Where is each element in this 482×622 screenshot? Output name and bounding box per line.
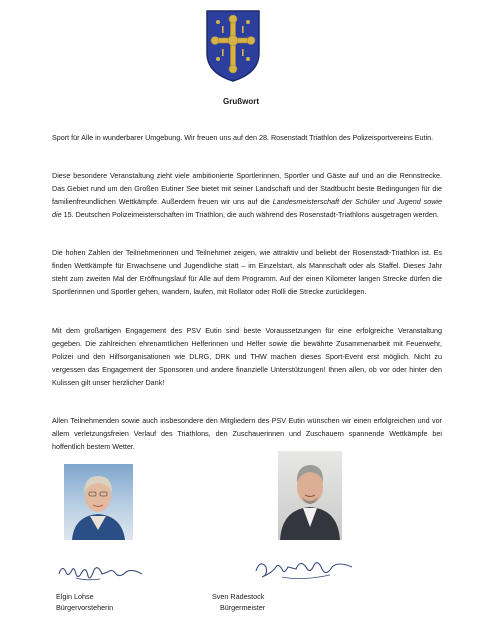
- photo-elgin-lohse: [64, 464, 133, 540]
- signature-elgin-lohse: [56, 560, 146, 584]
- paragraph-participants: Die hohen Zahlen der Teilnehmerinnen und Teilnehmer zeigen, wie attraktiv und beliebt der Rosenstadt-Triathlon ist. Es finden Wettkämpfe für Erwachsene und Jugendliche statt – im Einzelstart, als Mannschaft oder als Staffel. Dieses Jahr steht zum zweiten Mal der Eröffnungslauf für Alle auf dem Programm. Auf der einen Kilometer langen Strecke dürfen die Sportlerinnen und Sportler gehen, wandern, laufen, mit Rollator oder Rolli die Strecke zurücklegen.: [52, 248, 442, 296]
- signatory-name-elgin: Elgin Lohse: [56, 592, 94, 601]
- signatory-name-sven: Sven Radestock: [212, 592, 265, 601]
- paragraph-intro: Sport für Alle in wunderbarer Umgebung. Wir freuen uns auf den 28. Rosenstadt Triathlon des Polizeisportvereins Eutin.: [52, 133, 434, 142]
- paragraph-event-text-a: Diese besondere Veranstaltung zieht viele ambitionierte Sportlerinnen, Sportler und Gäste auf und an die Rennstrecke. Das Gebiet rund um den Großen Eutiner See bietet mit seiner Landschaft und der Stadtbucht beste Bedingungen für die familienfreundlichen Wettkämpfe. Außerdem freuen wir uns auf die: [52, 171, 442, 206]
- signature-sven-radestock: [252, 555, 357, 583]
- paragraph-event-emphasis: Landesmeisterschaft der Schüler und Jugend sowie die: [52, 197, 442, 219]
- paragraph-event-text-b: 15. Deutschen Polizeimeisterschaften im Triathlon, die auch während des Rosenstadt-Triathlons ausgetragen werden.: [61, 210, 439, 219]
- page-title: Grußwort: [223, 97, 259, 106]
- signatory-left: [56, 591, 113, 613]
- signatory-role-sven: Bürgermeister: [220, 603, 266, 612]
- photo-sven-radestock: [278, 451, 342, 540]
- paragraph-event: [52, 169, 442, 221]
- signatory-right: [212, 591, 265, 613]
- paragraph-thanks: Mit dem großartigen Engagement des PSV Eutin sind beste Voraussetzungen für eine erfolgreiche Veranstaltung gegeben. Die zahlreichen ehrenamtlichen Helferinnen und Helfer sowie die bewährte Zusammenarbeit mit Feuerwehr, Polizei und den Hilfsorganisationen wie DLRG, DRK und THW machen dieses Sport-Event erst möglich. Nicht zu vergessen das Engagement der Sponsoren und andere finanzielle Unterstützungen! Ihnen allen, ob vor oder hinter den Kulissen gilt unser herzlicher Dank!: [52, 326, 442, 387]
- signatory-role-elgin: Bürgervorsteherin: [56, 603, 114, 612]
- coat-of-arms: [203, 9, 263, 83]
- paragraph-wishes: Allen Teilnehmenden sowie auch insbesondere den Mitgliedern des PSV Eutin wünschen wir einen erfolgreichen und vor allem verletzungsfreien Verlauf des Triathlons, den Zuschauerinnen und Zuschauern spannende Wettkämpfe bei hoffentlich bestem Wetter.: [52, 416, 442, 451]
